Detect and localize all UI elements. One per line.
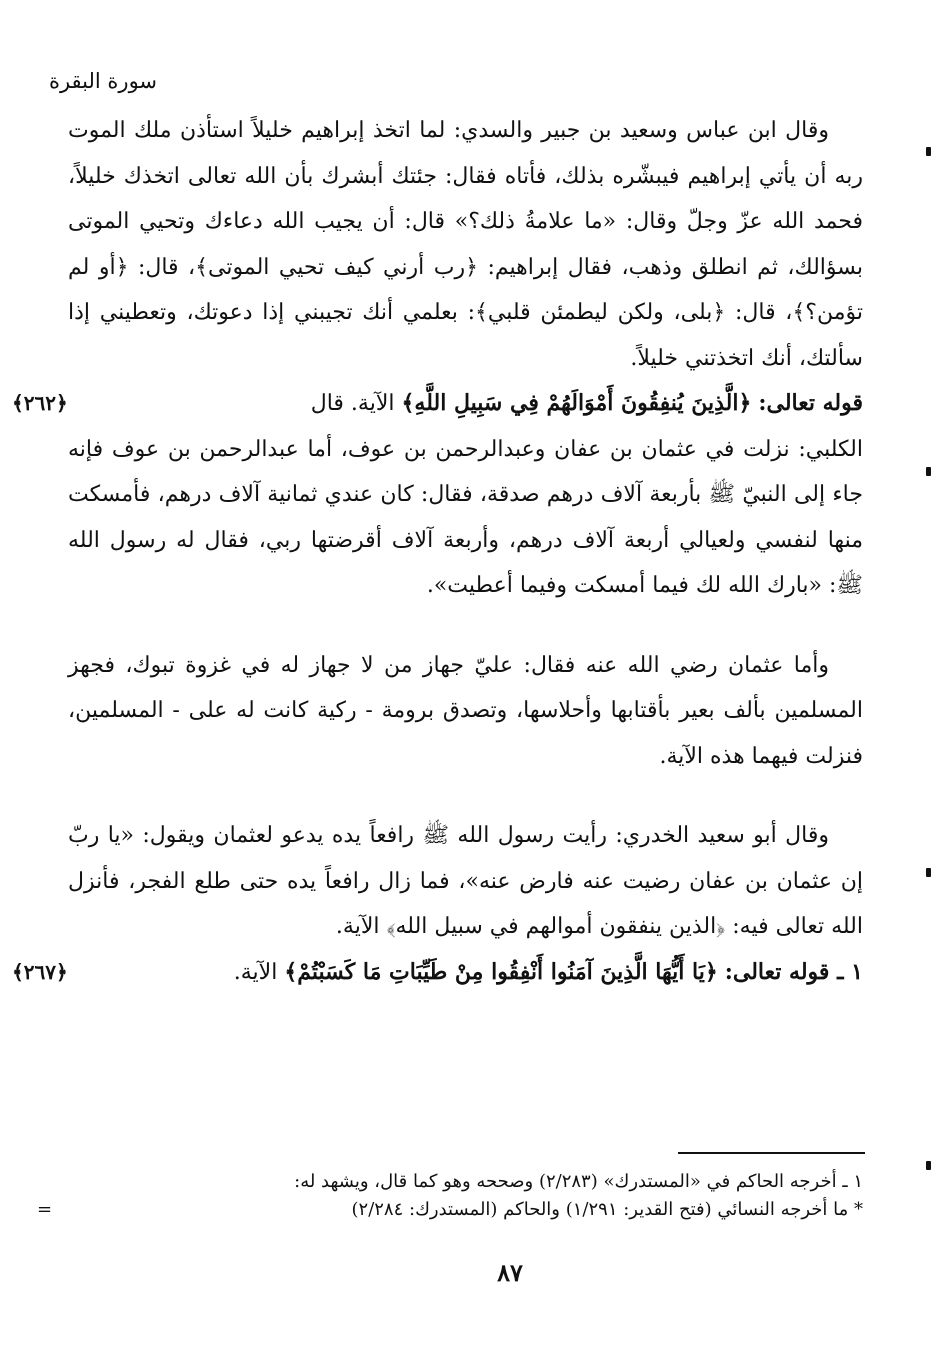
margin-mark — [926, 467, 931, 476]
footnote-1: ١ ـ أخرجه الحاكم في «المستدرك» (٢/٢٨٣) وصححه وهو كما قال، ويشهد له: — [294, 1171, 863, 1192]
verse-quote: ﴿الَّذِينَ يُنفِقُونَ أَمْوَالَهُمْ فِي سَبِيلِ اللَّهِ﴾ — [401, 390, 752, 416]
paragraph-uthman: وأما عثمان رضي الله عنه فقال: عليّ جهاز من لا جهاز له في غزوة تبوك، فجهز المسلمين بألف بعير بأقتابها وأحلاسها، وتصدق برومة - ركية كانت له على - المسلمين، فنزلت فيهما هذه الآية. — [68, 652, 863, 769]
verse-number: ﴿٢٦٧﴾ — [12, 959, 68, 984]
body-text — [12, 108, 863, 995]
running-header: سورة البقرة — [48, 69, 158, 93]
margin-mark — [926, 1161, 931, 1170]
margin-mark — [926, 147, 931, 156]
paragraph-abu-saeed: وقال أبو سعيد الخدري: رأيت رسول الله ﷺ رافعاً يده يدعو لعثمان ويقول: «يا ربّ إن عثمان بن عفان رضيت عنه فارض عنه»، فما زال رافعاً يده حتى طلع الفجر، فأنزل الله تعالى فيه: ﴿الذين ينفقون أموالهم في سبيل الله﴾ الآية. — [68, 823, 863, 939]
margin-mark — [926, 868, 931, 877]
verse-heading-267 — [12, 950, 863, 996]
paragraph-kalbi: الكلبي: نزلت في عثمان بن عفان وعبدالرحمن بن عوف، أما عبدالرحمن بن عوف فإنه جاء إلى النبيّ ﷺ بأربعة آلاف درهم صدقة، فقال: كان عندي ثمانية آلاف درهم، فأمسكت منها لنفسي ولعيالي أربعة آلاف درهم، وأربعة آلاف أقرضتها ربي، فقال له رسول الله ﷺ: «بارك الله لك فيما أمسكت وفيما أعطيت». — [68, 436, 863, 598]
verse-tail: الآية. — [233, 959, 278, 985]
paragraph-ibn-abbas: وقال ابن عباس وسعيد بن جبير والسدي: لما اتخذ إبراهيم خليلاً استأذن ملك الموت ربه أن يأتي إبراهيم فيبشّره بذلك، فأتاه فقال: جئتك أبشرك بأن الله تعالى اتخذك خليلاً، فحمد الله عزّ وجلّ وقال: «ما علامةُ ذلك؟» قال: أن يجيب الله دعاءك وتحيي الموتى بسؤالك، ثم انطلق وذهب، فقال إبراهيم: ﴿رب أرني كيف تحيي الموتى﴾، قال: ﴿أو لم تؤمن؟﴾، قال: ﴿بلى، ولكن ليطمئن قلبي﴾: بعلمي أنك تجيبني إذا دعوتك، وتعطيني إذا سألتك، أنك اتخذتني خليلاً. — [68, 118, 863, 371]
verse-tail: الآية. قال — [310, 391, 395, 416]
footnote-divider — [678, 1152, 865, 1154]
verse-lead: قوله تعالى: — [758, 390, 863, 416]
footnote-2-text: * ما أخرجه النسائي (فتح القدير: ١/٢٩١) والحاكم (المستدرك: ٢/٢٨٤) — [351, 1199, 863, 1220]
verse-lead: ١ ـ قوله تعالى: — [724, 958, 863, 985]
footnotes — [37, 1168, 863, 1224]
footnote-2 — [37, 1196, 863, 1224]
page-number: ٨٧ — [497, 1258, 523, 1287]
verse-quote: ﴿يَا أَيُّهَا الَّذِينَ آمَنُوا أَنْفِقُوا مِنْ طَيِّبَاتِ مَا كَسَبْتُمْ﴾ — [284, 958, 718, 985]
footnote-continuation-mark: = — [37, 1199, 53, 1220]
verse-number: ﴿٢٦٢﴾ — [12, 391, 68, 415]
verse-heading-262 — [12, 381, 863, 427]
